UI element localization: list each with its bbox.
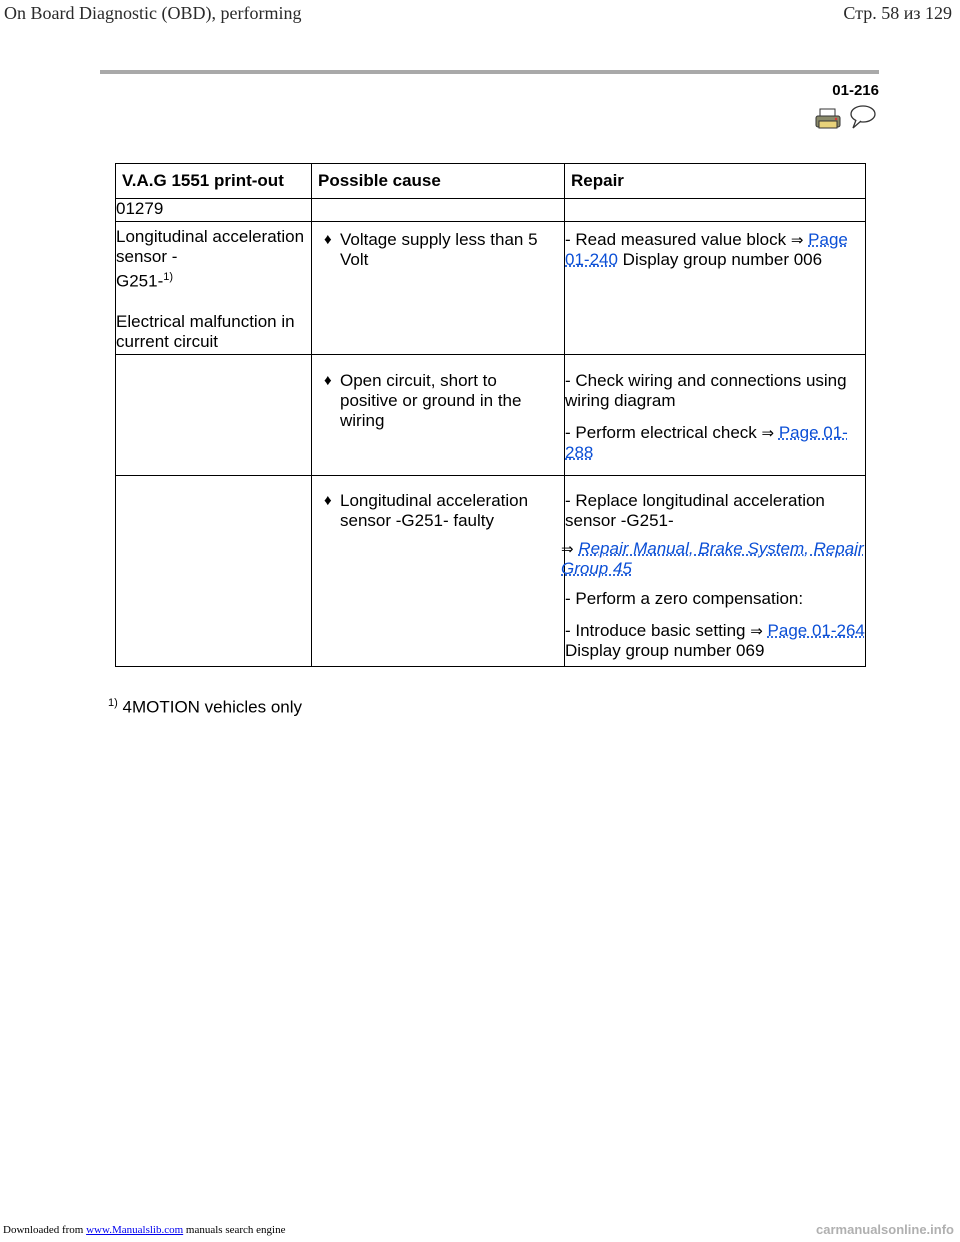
watermark-text: carmanualsonline.info xyxy=(816,1222,954,1237)
list-item xyxy=(312,222,564,270)
repair-step: - Check wiring and connections using wiring diagram xyxy=(565,371,847,410)
page-link[interactable]: Page 01-240 xyxy=(565,230,848,269)
repair-manual-link[interactable]: Repair Manual, Brake System, Repair Group 45 xyxy=(561,539,864,578)
table-row xyxy=(116,199,866,222)
fault-name: Longitudinal acceleration sensor - G251-$^{1)}$ xyxy=(116,227,305,291)
diagnostic-table xyxy=(115,163,866,667)
fault-code: 01279 xyxy=(116,199,312,222)
list-item xyxy=(312,476,564,531)
manualslib-link[interactable]: www.Manualslib.com xyxy=(86,1224,184,1236)
column-header: Possible cause xyxy=(312,164,565,199)
fault-type: Electrical malfunction in current circuit xyxy=(116,311,295,351)
table-row xyxy=(116,476,866,667)
printer-icon[interactable] xyxy=(815,108,841,130)
list-item xyxy=(312,355,564,431)
page-link[interactable]: Page 01-264 xyxy=(767,621,865,640)
table-header-row xyxy=(116,164,866,199)
footnote: $^{1)}$ 4MOTION vehicles only xyxy=(108,697,303,717)
arrow-icon: ⇒ xyxy=(761,424,775,442)
table-row xyxy=(116,222,866,355)
arrow-icon: ⇒ xyxy=(561,540,574,558)
page-number: 01-216 xyxy=(832,82,879,99)
repair-cell: - Read measured value block ⇒ Page 01-240 Display group number 006 xyxy=(565,222,866,355)
column-header: V.A.G 1551 print-out xyxy=(116,164,312,199)
table-row xyxy=(116,355,866,476)
download-credit: Downloaded from www.Manualslib.com manuals search engine xyxy=(3,1224,286,1236)
page-counter: Стр. 58 из 129 xyxy=(843,3,952,23)
repair-cell: - Check wiring and connections using wiring diagram - Perform electrical check ⇒ Page 01-288 xyxy=(565,355,866,476)
bullet-icon: ♦ xyxy=(324,231,332,248)
arrow-icon: ⇒ xyxy=(750,622,763,640)
possible-cause: Open circuit, short to positive or ground in the wiring xyxy=(340,371,522,430)
document-title: On Board Diagnostic (OBD), performing xyxy=(4,3,302,23)
column-header: Repair xyxy=(565,164,866,199)
bullet-icon: ♦ xyxy=(324,372,332,389)
repair-step: - Replace longitudinal acceleration sensor -G251- xyxy=(565,491,825,530)
repair-cell: - Replace longitudinal acceleration sensor -G251- ⇒ Repair Manual, Brake System, Repair Group 45 - Perform a zero compensation: - Introduce basic setting ⇒ Page 01-264 Display group number 069 xyxy=(565,476,866,667)
footnote-marker: 1) xyxy=(108,697,118,709)
speech-bubble-icon[interactable] xyxy=(847,104,877,130)
footnote-marker: 1) xyxy=(163,271,174,283)
page-link[interactable]: Page 01-288 xyxy=(565,423,848,462)
possible-cause: Voltage supply less than 5 Volt xyxy=(340,230,538,269)
fault-description xyxy=(116,222,312,355)
header-divider xyxy=(100,70,879,74)
arrow-icon: ⇒ xyxy=(790,231,804,249)
bullet-icon: ♦ xyxy=(324,492,332,509)
repair-step: - Perform a zero compensation: xyxy=(565,589,804,608)
possible-cause: Longitudinal acceleration sensor -G251- faulty xyxy=(340,491,529,530)
